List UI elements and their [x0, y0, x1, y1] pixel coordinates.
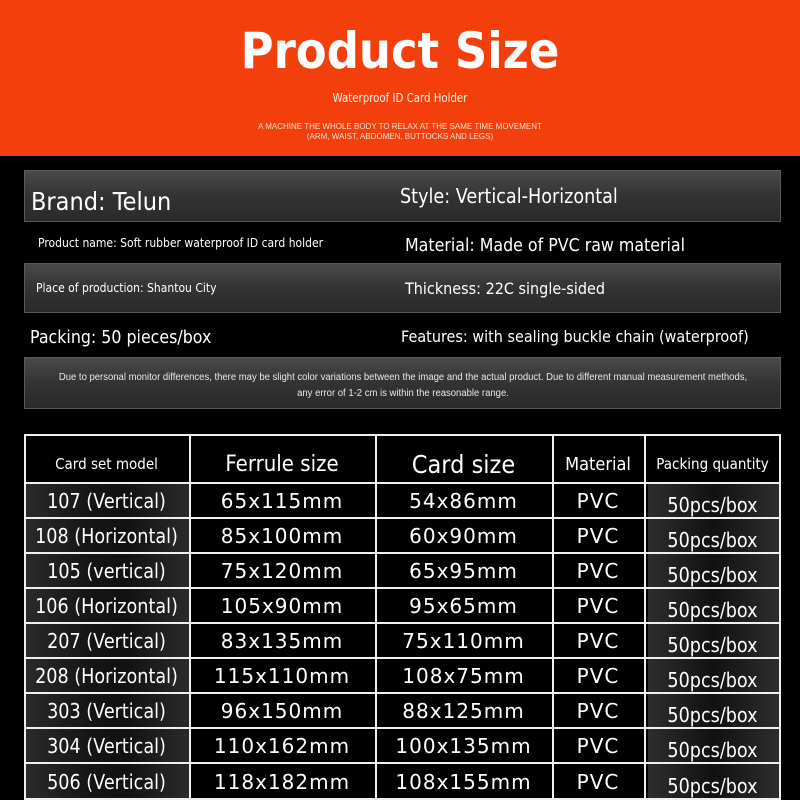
- cell-qty: 50pcs/box: [667, 597, 758, 622]
- cell-ferrule: 83x135mm: [220, 628, 344, 653]
- header-banner: [0, 0, 800, 156]
- cell-material: PVC: [576, 523, 620, 548]
- cell-model: 105 (vertical): [47, 558, 166, 583]
- cell-model: 207 (Vertical): [47, 628, 166, 653]
- spec-product-name: Product name: Soft rubber waterproof ID card holder: [38, 236, 324, 250]
- cell-ferrule: 65x115mm: [220, 488, 344, 513]
- cell-card: 60x90mm: [409, 523, 518, 548]
- cell-material: PVC: [576, 770, 620, 794]
- cell-ferrule: 96x150mm: [220, 698, 344, 723]
- cell-ferrule: 110x162mm: [213, 733, 351, 758]
- cell-model: 303 (Vertical): [47, 698, 166, 723]
- cell-card: 100x135mm: [395, 733, 532, 758]
- cell-qty: 50pcs/box: [667, 774, 758, 798]
- size-table: [24, 434, 781, 800]
- cell-qty: 50pcs/box: [667, 667, 758, 692]
- cell-qty: 50pcs/box: [667, 527, 758, 552]
- header-model: Card set model: [55, 455, 158, 473]
- cell-material: PVC: [576, 558, 620, 583]
- cell-qty: 50pcs/box: [667, 632, 758, 657]
- cell-material: PVC: [576, 488, 620, 513]
- cell-qty: 50pcs/box: [667, 492, 758, 517]
- table-row-divider: [24, 434, 781, 436]
- cell-ferrule: 115x110mm: [213, 663, 351, 688]
- page-title: Product Size: [240, 22, 560, 80]
- cell-ferrule: 105x90mm: [220, 593, 344, 618]
- cell-material: PVC: [576, 663, 620, 688]
- spec-material: Material: Made of PVC raw material: [405, 235, 686, 256]
- header-ferrule: Ferrule size: [225, 451, 339, 477]
- page-subtitle: Waterproof ID Card Holder: [332, 91, 468, 105]
- spec-place: Place of production: Shantou City: [36, 281, 217, 295]
- cell-qty: 50pcs/box: [667, 737, 758, 762]
- cell-qty: 50pcs/box: [667, 562, 758, 587]
- spec-style: Style: Vertical-Horizontal: [400, 184, 618, 208]
- cell-model: 506 (Vertical): [47, 770, 166, 794]
- cell-model: 208 (Horizontal): [35, 663, 178, 688]
- table-column-divider: [779, 434, 781, 800]
- table-column-divider: [24, 434, 26, 800]
- cell-card: 65x95mm: [409, 558, 518, 583]
- cell-card: 108x75mm: [402, 663, 525, 688]
- tagline-line-1: A MACHINE THE WHOLE BODY TO RELAX AT THE SAME TIME MOVEMENT: [258, 122, 542, 131]
- spec-brand: Brand: Telun: [31, 187, 172, 216]
- disclaimer-text: Due to personal monitor differences, there may be slight color variations between the image and the actual product. Due to different manual measurement methods, any error of 1-2 cm is within the reasonable range.: [58, 372, 748, 399]
- cell-card: 88x125mm: [402, 698, 525, 723]
- cell-model: 107 (Vertical): [47, 488, 166, 513]
- table-column-divider: [644, 434, 646, 800]
- cell-material: PVC: [576, 698, 620, 723]
- cell-ferrule: 85x100mm: [220, 523, 344, 548]
- cell-model: 106 (Horizontal): [35, 593, 178, 618]
- header-material: Material: [565, 453, 631, 475]
- cell-model: 108 (Horizontal): [35, 523, 178, 548]
- tagline-line-2: (ARM, WAIST, ABDOMEN, BUTTOCKS AND LEGS): [306, 132, 494, 141]
- spec-packing: Packing: 50 pieces/box: [30, 327, 212, 348]
- cell-qty: 50pcs/box: [667, 702, 758, 727]
- cell-card: 95x65mm: [409, 593, 518, 618]
- cell-ferrule: 118x182mm: [213, 770, 351, 794]
- cell-material: PVC: [576, 593, 620, 618]
- cell-ferrule: 75x120mm: [220, 558, 344, 583]
- cell-material: PVC: [576, 733, 620, 758]
- spec-features: Features: with sealing buckle chain (waterproof): [401, 327, 749, 346]
- cell-card: 54x86mm: [409, 488, 518, 513]
- cell-card: 108x155mm: [395, 770, 532, 794]
- cell-card: 75x110mm: [402, 628, 525, 653]
- spec-thickness: Thickness: 22C single-sided: [405, 279, 606, 298]
- header-card: Card size: [411, 449, 516, 479]
- cell-model: 304 (Vertical): [47, 733, 166, 758]
- header-qty: Packing quantity: [656, 455, 769, 473]
- cell-material: PVC: [576, 628, 620, 653]
